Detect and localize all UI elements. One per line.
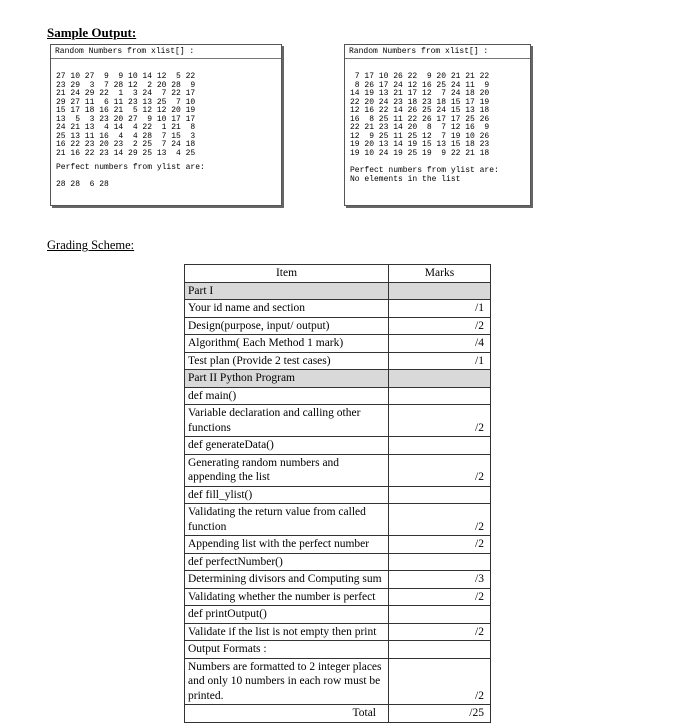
number-row: 14 19 13 21 17 12 7 24 18 20 bbox=[350, 89, 490, 98]
table-row bbox=[185, 588, 491, 606]
console-output-left bbox=[50, 44, 282, 206]
item-cell: Determining divisors and Computing sum bbox=[185, 571, 389, 589]
console-output-right bbox=[344, 44, 531, 206]
marks-cell: /4 bbox=[389, 335, 491, 353]
number-row: 25 13 11 16 4 4 28 7 15 3 bbox=[56, 131, 196, 141]
marks-cell bbox=[389, 641, 491, 659]
item-cell: Algorithm( Each Method 1 mark) bbox=[185, 335, 389, 353]
table-row bbox=[185, 486, 491, 504]
item-cell: Validating whether the number is perfect bbox=[185, 588, 389, 606]
number-row: 27 10 27 9 9 10 14 12 5 22 bbox=[56, 72, 196, 81]
item-cell: def fill_ylist() bbox=[185, 486, 389, 504]
table-row bbox=[185, 623, 491, 641]
marks-cell: /2 bbox=[389, 504, 491, 536]
grading-table bbox=[184, 264, 491, 723]
console-body bbox=[345, 59, 530, 186]
marks-cell: /1 bbox=[389, 352, 491, 370]
column-header-item: Item bbox=[185, 265, 389, 283]
table-row bbox=[185, 571, 491, 589]
marks-cell: /2 bbox=[389, 405, 491, 437]
number-row: 16 22 23 20 23 2 25 7 24 18 bbox=[56, 140, 196, 149]
marks-cell bbox=[389, 282, 491, 300]
marks-cell: /2 bbox=[389, 317, 491, 335]
column-header-marks: Marks bbox=[389, 265, 491, 283]
table-row bbox=[185, 405, 491, 437]
number-grid bbox=[350, 73, 525, 158]
number-row: 21 16 22 23 14 29 25 13 4 25 bbox=[56, 148, 196, 158]
console-header: Random Numbers from xlist[] : bbox=[51, 45, 281, 59]
table-row bbox=[185, 387, 491, 405]
perfect-numbers-values: 28 28 6 28 bbox=[56, 180, 109, 189]
item-cell: def generateData() bbox=[185, 437, 389, 455]
item-cell: Validate if the list is not empty then print bbox=[185, 623, 389, 641]
marks-cell bbox=[389, 370, 491, 388]
item-cell: Design(purpose, input/ output) bbox=[185, 317, 389, 335]
sample-output-title: Sample Output: bbox=[47, 25, 137, 40]
number-row: 19 10 24 19 25 19 9 22 21 18 bbox=[350, 148, 490, 158]
table-row bbox=[185, 504, 491, 536]
number-row: 15 17 18 16 21 5 12 12 20 19 bbox=[56, 106, 196, 115]
table-row bbox=[185, 606, 491, 624]
number-row: 12 16 22 14 26 25 24 15 13 18 bbox=[350, 106, 490, 115]
total-marks: /25 bbox=[389, 705, 491, 723]
table-row bbox=[185, 454, 491, 486]
table-row bbox=[185, 536, 491, 554]
number-row: 22 20 24 23 18 23 18 15 17 19 bbox=[350, 97, 490, 107]
item-cell: Test plan (Provide 2 test cases) bbox=[185, 352, 389, 370]
console-header: Random Numbers from xlist[] : bbox=[345, 45, 530, 59]
item-cell: Your id name and section bbox=[185, 300, 389, 318]
total-label: Total bbox=[185, 705, 389, 723]
number-grid bbox=[56, 73, 276, 158]
item-cell: def printOutput() bbox=[185, 606, 389, 624]
number-row: 21 24 29 22 1 3 24 7 22 17 bbox=[56, 89, 196, 98]
number-row: 7 17 10 26 22 9 20 21 21 22 bbox=[350, 72, 490, 81]
table-row bbox=[185, 317, 491, 335]
table-row bbox=[185, 352, 491, 370]
item-cell: Output Formats : bbox=[185, 641, 389, 659]
item-cell: def perfectNumber() bbox=[185, 553, 389, 571]
marks-cell bbox=[389, 437, 491, 455]
marks-cell: /3 bbox=[389, 571, 491, 589]
marks-cell bbox=[389, 606, 491, 624]
marks-cell: /2 bbox=[389, 588, 491, 606]
section-row bbox=[185, 282, 491, 300]
item-cell: Variable declaration and calling other functions bbox=[185, 405, 389, 437]
number-row: 24 21 13 4 14 4 22 1 21 8 bbox=[56, 123, 196, 132]
perfect-numbers-label: Perfect numbers from ylist are: bbox=[56, 163, 205, 172]
item-cell: Numbers are formatted to 2 integer places and only 10 numbers in each row must be printed. bbox=[185, 658, 389, 705]
no-elements-message: No elements in the list bbox=[350, 175, 461, 184]
table-row bbox=[185, 437, 491, 455]
table-row bbox=[185, 300, 491, 318]
marks-cell: /1 bbox=[389, 300, 491, 318]
table-header-row bbox=[185, 265, 491, 283]
number-row: 29 27 11 6 11 23 13 25 7 10 bbox=[56, 97, 196, 107]
table-row bbox=[185, 335, 491, 353]
number-row: 8 26 17 24 12 16 25 24 11 9 bbox=[350, 80, 490, 90]
number-row: 16 8 25 11 22 26 17 17 25 26 bbox=[350, 114, 490, 124]
item-cell: Part II Python Program bbox=[185, 370, 389, 388]
number-row: 19 20 13 14 19 15 13 15 18 23 bbox=[350, 140, 490, 149]
grading-scheme-title: Grading Scheme: bbox=[47, 238, 135, 252]
marks-cell bbox=[389, 387, 491, 405]
item-cell: def main() bbox=[185, 387, 389, 405]
number-row: 13 5 3 23 20 27 9 10 17 17 bbox=[56, 114, 196, 124]
console-body bbox=[51, 59, 281, 191]
item-cell: Generating random numbers and appending the list bbox=[185, 454, 389, 486]
number-row: 22 21 23 14 20 8 7 12 16 9 bbox=[350, 123, 490, 132]
section-row bbox=[185, 370, 491, 388]
table-row bbox=[185, 658, 491, 705]
table-row bbox=[185, 641, 491, 659]
marks-cell: /2 bbox=[389, 623, 491, 641]
number-row: 12 9 25 11 25 12 7 19 10 26 bbox=[350, 131, 490, 141]
item-cell: Validating the return value from called function bbox=[185, 504, 389, 536]
perfect-numbers-label: Perfect numbers from ylist are: bbox=[350, 166, 499, 175]
item-cell: Part I bbox=[185, 282, 389, 300]
marks-cell bbox=[389, 553, 491, 571]
total-row bbox=[185, 705, 491, 723]
marks-cell bbox=[389, 486, 491, 504]
marks-cell: /2 bbox=[389, 454, 491, 486]
marks-cell: /2 bbox=[389, 536, 491, 554]
item-cell: Appending list with the perfect number bbox=[185, 536, 389, 554]
number-row: 23 29 3 7 28 12 2 20 28 9 bbox=[56, 80, 196, 90]
table-row bbox=[185, 553, 491, 571]
marks-cell: /2 bbox=[389, 658, 491, 705]
